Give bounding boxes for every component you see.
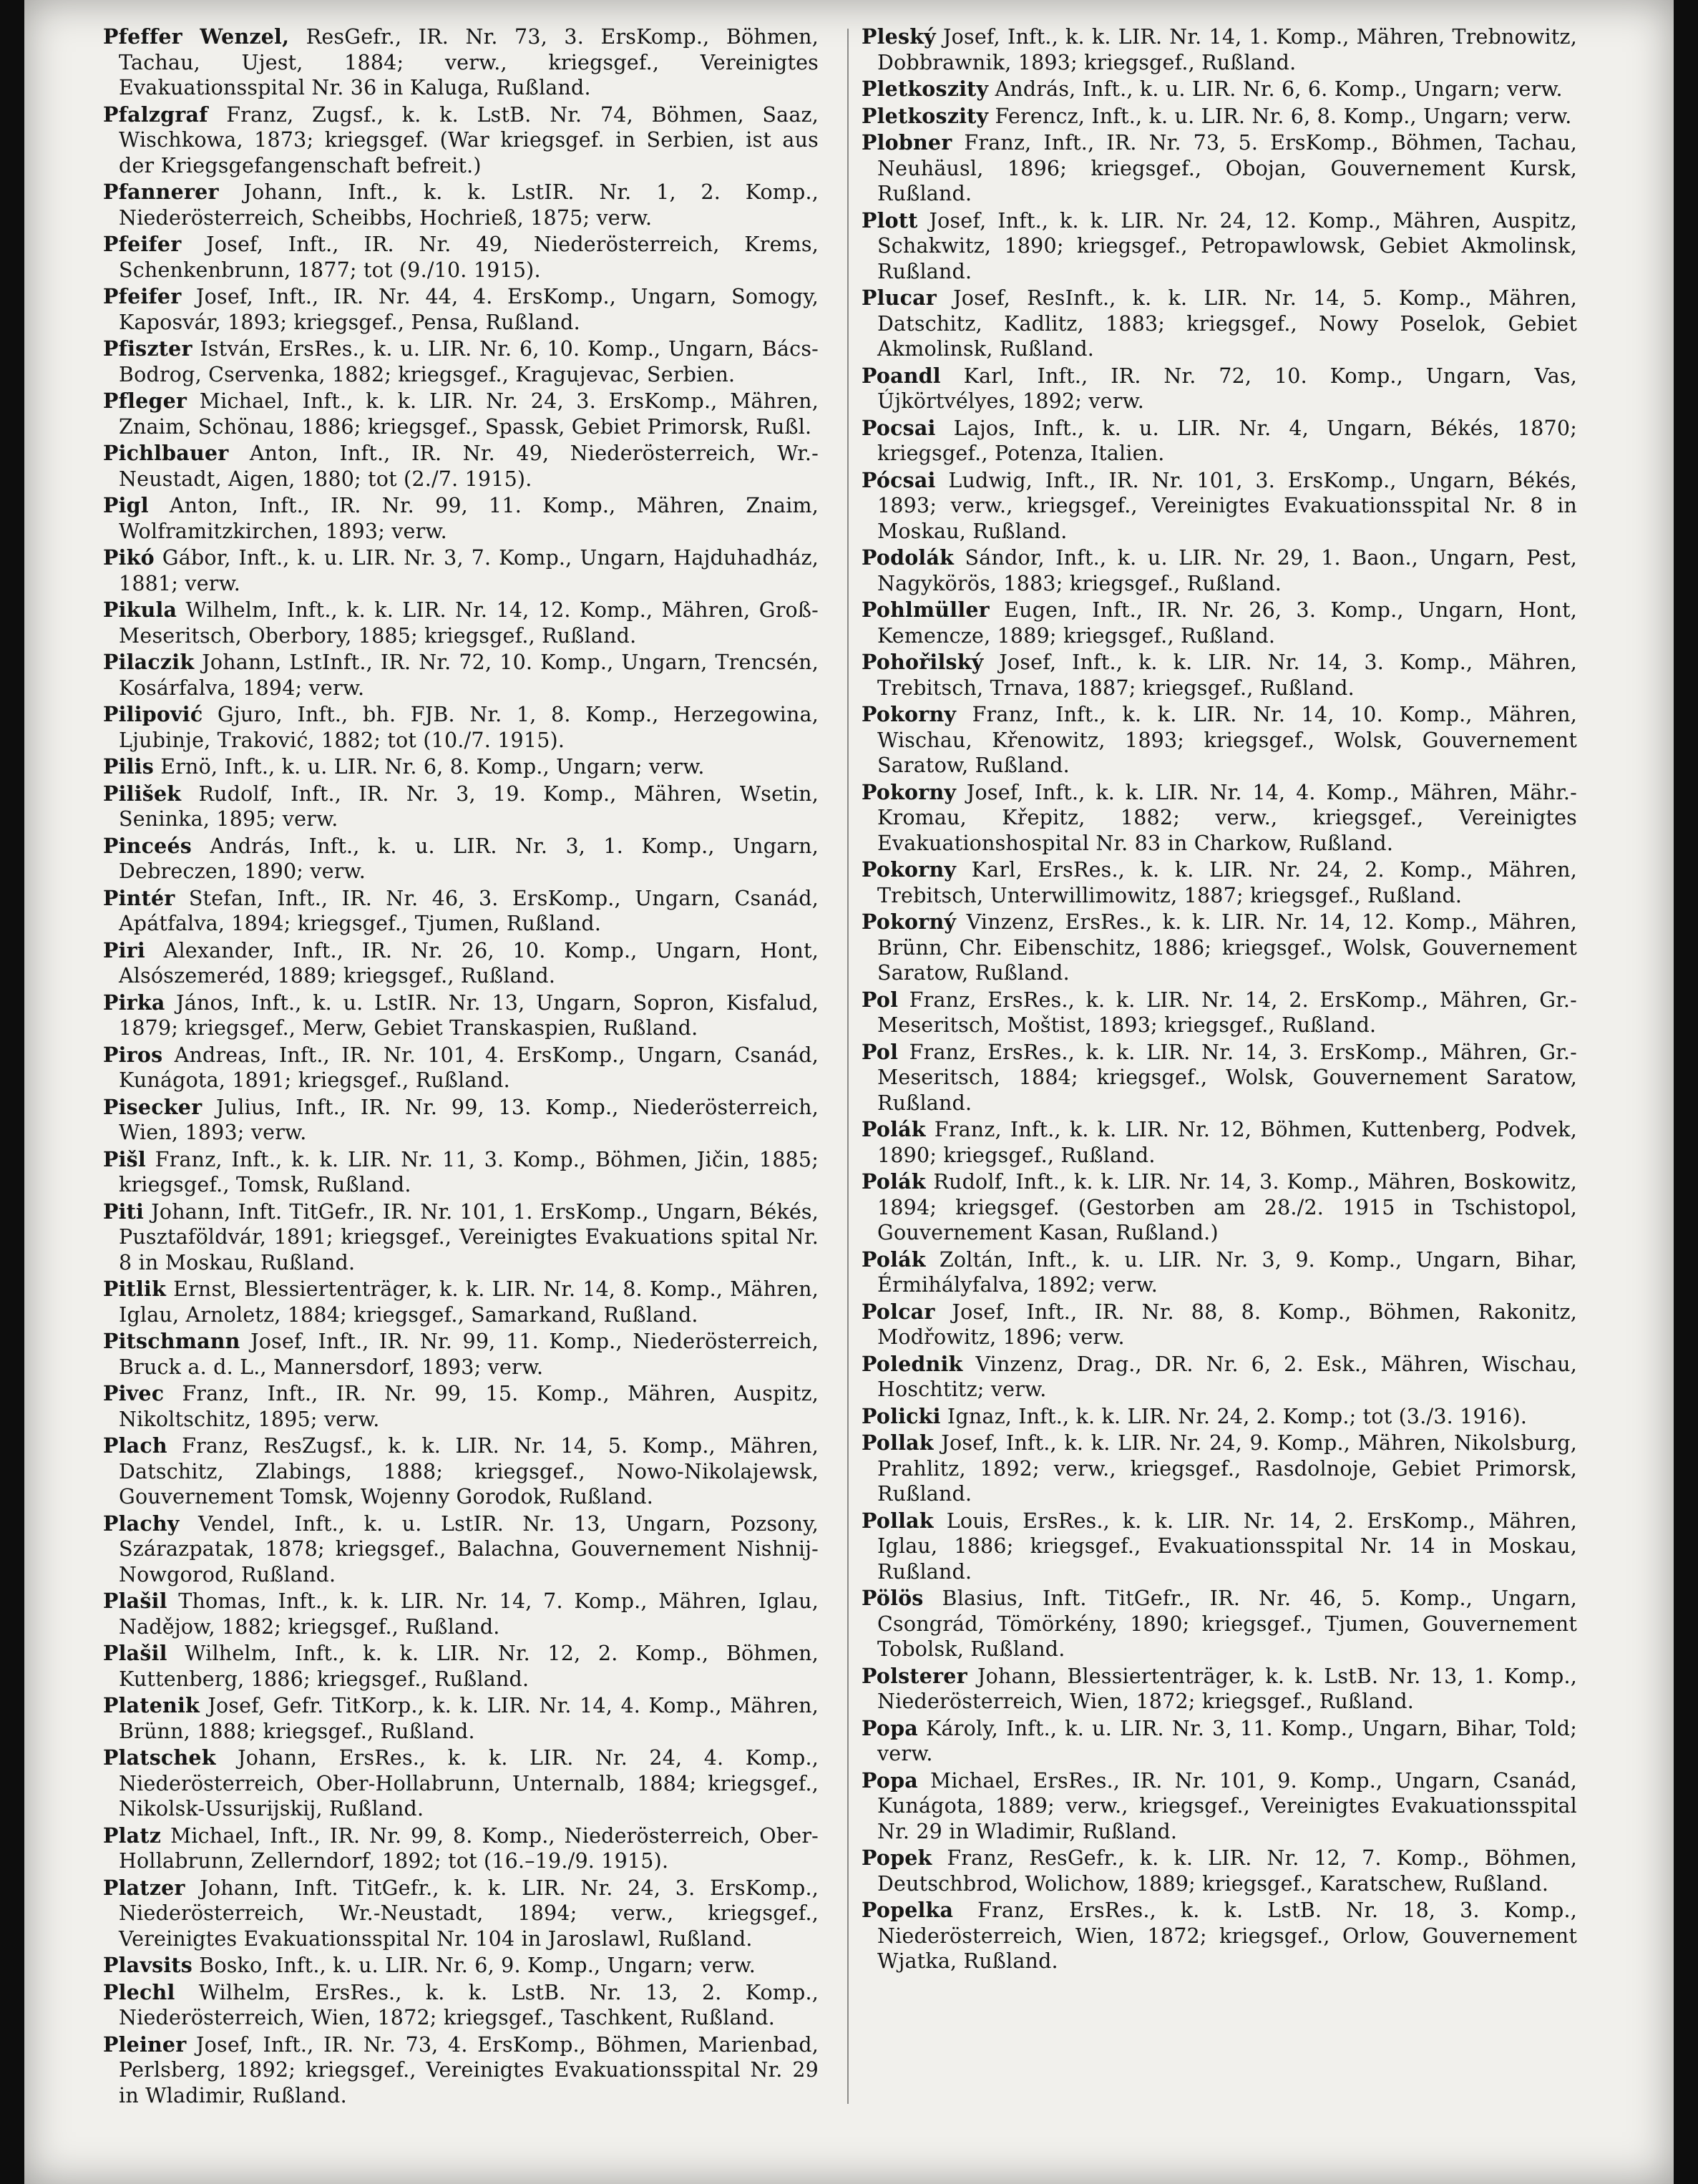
entry-surname: Pócsai <box>862 467 936 492</box>
list-entry <box>862 1768 1577 1845</box>
entry-details: Franz, ResGefr., k. k. LIR. Nr. 12, 7. Komp., Böhmen, Deutschbrod, Wolichow, 1889; kriegsgef., Karatschew, Rußland. <box>877 1846 1577 1896</box>
entry-details: Lajos, Inft., k. u. LIR. Nr. 4, Ungarn, Békés, 1870; kriegsgef., Potenza, Italien. <box>877 416 1577 465</box>
entry-details: Thomas, Inft., k. k. LIR. Nr. 14, 7. Komp., Mähren, Iglau, Nadějow, 1882; kriegsgef., Rußland. <box>119 1589 819 1639</box>
entry-surname: Plott <box>862 208 918 233</box>
list-entry <box>862 286 1577 362</box>
entry-surname: Pichlbauer <box>103 441 229 465</box>
entry-details: Gjuro, Inft., bh. FJB. Nr. 1, 8. Komp., Herzegowina, Ljubinje, Traković, 1882; tot (10./7. 1915). <box>119 703 819 752</box>
list-entry <box>862 208 1577 285</box>
entry-surname: Pitlik <box>103 1277 167 1301</box>
entry-details: Franz, Inft., IR. Nr. 99, 15. Komp., Mähren, Auspitz, Nikoltschitz, 1895; verw. <box>119 1382 819 1431</box>
list-entry <box>862 1664 1577 1715</box>
entry-details: Alexander, Inft., IR. Nr. 26, 10. Komp., Ungarn, Hont, Alsószemeréd, 1889; kriegsgef., Rußland. <box>119 938 819 988</box>
list-entry <box>103 702 819 753</box>
entry-surname: Polcar <box>862 1299 935 1324</box>
entry-details: Josef, Inft., IR. Nr. 99, 11. Komp., Niederösterreich, Bruck a. d. L., Mannersdorf, 1893; verw. <box>119 1330 819 1379</box>
list-entry <box>103 1043 819 1093</box>
entry-surname: Polák <box>862 1247 926 1272</box>
entry-details: Josef, Inft., k. k. LIR. Nr. 14, 4. Komp., Mähren, Mähr.-Kromau, Křepitz, 1882; verw., kriegsgef., Vereinigtes Evakuationshospital Nr. 83 in Charkow, Rußland. <box>877 780 1577 855</box>
entry-details: Franz, ErsRes., k. k. LIR. Nr. 14, 2. ErsKomp., Mähren, Gr.-Meseritsch, Moštist, 1893; kriegsgef., Rußland. <box>877 988 1577 1037</box>
entry-details: Franz, Inft., k. k. LIR. Nr. 11, 3. Komp., Böhmen, Jičin, 1885; kriegsgef., Tomsk, Rußland. <box>119 1147 819 1196</box>
entry-surname: Policki <box>862 1403 941 1428</box>
entry-details: Josef, ResInft., k. k. LIR. Nr. 14, 5. Komp., Mähren, Datschitz, Kadlitz, 1883; kriegsgef., Nowy Poselok, Gebiet Akmolinsk, Rußland. <box>877 286 1577 361</box>
entry-surname: Polednik <box>862 1351 963 1376</box>
list-entry <box>862 1586 1577 1662</box>
column-divider <box>847 29 849 2104</box>
list-entry <box>862 910 1577 986</box>
list-entry <box>103 180 819 230</box>
entry-details: Gábor, Inft., k. u. LIR. Nr. 3, 7. Komp., Ungarn, Hajduhadház, 1881; verw. <box>119 546 819 595</box>
entry-surname: Pleiner <box>103 2032 187 2057</box>
list-entry <box>862 1508 1577 1585</box>
entry-surname: Pollak <box>862 1430 934 1455</box>
list-entry <box>862 1846 1577 1896</box>
entry-surname: Pfiszter <box>103 336 192 361</box>
entry-surname: Pfalzgraf <box>103 102 208 127</box>
entry-surname: Pocsai <box>862 415 936 440</box>
entry-details: Louis, ErsRes., k. k. LIR. Nr. 14, 2. ErsKomp., Mähren, Iglau, 1886; kriegsgef., Evakuationsspital Nr. 14 in Moskau, Rußland. <box>877 1508 1577 1584</box>
entry-details: Vinzenz, Drag., DR. Nr. 6, 2. Esk., Mähren, Wischau, Hoschtitz; verw. <box>877 1352 1577 1401</box>
entry-surname: Pilis <box>103 754 154 779</box>
entry-surname: Pleský <box>862 24 936 49</box>
list-entry <box>103 938 819 989</box>
list-entry <box>103 493 819 544</box>
entry-details: Johann, Blessiertenträger, k. k. LstB. Nr. 13, 1. Komp., Niederösterreich, Wien, 1872; kriegsgef., Rußland. <box>877 1664 1577 1713</box>
entry-surname: Pfeifer <box>103 284 182 308</box>
entry-details: Josef, Inft., k. k. LIR. Nr. 24, 12. Komp., Mähren, Auspitz, Schakwitz, 1890; kriegsgef., Petropawlowsk, Gebiet Akmolinsk, Rußland. <box>877 208 1577 283</box>
entry-details: Wilhelm, ErsRes., k. k. LstB. Nr. 13, 2. Komp., Niederösterreich, Wien, 1872; kriegsgef., Taschkent, Rußland. <box>119 1980 819 2029</box>
list-entry <box>862 545 1577 596</box>
list-entry <box>862 702 1577 779</box>
list-entry <box>103 598 819 648</box>
entry-details: Julius, Inft., IR. Nr. 99, 13. Komp., Niederösterreich, Wien, 1893; verw. <box>119 1095 819 1144</box>
entry-surname: Pfleger <box>103 389 187 413</box>
list-entry <box>862 77 1577 102</box>
list-entry <box>103 1589 819 1639</box>
entry-details: Michael, ErsRes., IR. Nr. 101, 9. Komp., Ungarn, Csanád, Kunágota, 1889; verw., kriegsgef., Vereinigtes Evakuationsspital Nr. 29 in Wladimir, Rußland. <box>877 1768 1577 1843</box>
list-entry <box>103 754 819 780</box>
entry-surname: Pigl <box>103 493 149 517</box>
entry-details: Zoltán, Inft., k. u. LIR. Nr. 3, 9. Komp., Ungarn, Bihar, Érmihályfalva, 1892; verw. <box>877 1247 1577 1297</box>
entry-details: Franz, ResZugsf., k. k. LIR. Nr. 14, 5. Komp., Mähren, Datschitz, Zlabings, 1888; kriegsgef., Nowo-Nikolajewsk, Gouvernement Tomsk, Wojenny Gorodok, Rußland. <box>119 1434 819 1508</box>
entry-details: Josef, Inft., k. k. LIR. Nr. 14, 1. Komp., Mähren, Trebnowitz, Dobbrawnik, 1893; kriegsgef., Rußland. <box>877 25 1577 74</box>
list-entry <box>103 781 819 832</box>
list-entry <box>103 389 819 439</box>
list-entry <box>862 1300 1577 1350</box>
entry-details: Wilhelm, Inft., k. k. LIR. Nr. 12, 2. Komp., Böhmen, Kuttenberg, 1886; kriegsgef., Rußland. <box>119 1642 819 1691</box>
entry-details: Josef, Inft., IR. Nr. 88, 8. Komp., Böhmen, Rakonitz, Modřowitz, 1896; verw. <box>877 1300 1577 1349</box>
list-entry <box>862 364 1577 414</box>
entry-details: Stefan, Inft., IR. Nr. 46, 3. ErsKomp., Ungarn, Csanád, Apátfalva, 1894; kriegsgef., Tjumen, Rußland. <box>119 886 819 935</box>
entry-surname: Pokorny <box>862 779 957 804</box>
list-entry <box>103 650 819 701</box>
entry-surname: Pokorny <box>862 702 957 726</box>
entry-surname: Pišl <box>103 1146 146 1171</box>
list-entry <box>862 1117 1577 1168</box>
entry-surname: Poandl <box>862 363 941 388</box>
list-entry <box>862 1040 1577 1116</box>
entry-surname: Pilaczik <box>103 650 195 674</box>
list-entry <box>103 232 819 283</box>
list-entry <box>862 130 1577 207</box>
entry-surname: Pollak <box>862 1508 934 1533</box>
entry-details: Franz, Inft., IR. Nr. 73, 5. ErsKomp., Böhmen, Tachau, Neuhäusl, 1896; kriegsgef., Obojan, Gouvernement Kursk, Rußland. <box>877 131 1577 205</box>
list-entry <box>862 1247 1577 1298</box>
entry-surname: Pintér <box>103 885 175 910</box>
entry-details: István, ErsRes., k. u. LIR. Nr. 6, 10. Komp., Ungarn, Bács-Bodrog, Cservenka, 1882; kriegsgef., Kragujevac, Serbien. <box>119 337 819 386</box>
entry-surname: Pletkoszity <box>862 103 989 128</box>
list-entry <box>862 416 1577 467</box>
entry-details: Vinzenz, ErsRes., k. k. LIR. Nr. 14, 12. Komp., Mähren, Brünn, Chr. Eibenschitz, 1886; kriegsgef., Wolsk, Gouvernement Saratow, Rußland. <box>877 910 1577 985</box>
entry-details: Károly, Inft., k. u. LIR. Nr. 3, 11. Komp., Ungarn, Bihar, Told; verw. <box>877 1716 1577 1765</box>
entry-details: Johann, LstInft., IR. Nr. 72, 10. Komp., Ungarn, Trencsén, Kosárfalva, 1894; verw. <box>119 650 819 700</box>
entry-details: Michael, Inft., k. k. LIR. Nr. 24, 3. ErsKomp., Mähren, Znaim, Schönau, 1886; kriegsgef., Spassk, Gebiet Primorsk, Rußl. <box>119 389 819 439</box>
entry-surname: Pilišek <box>103 781 182 806</box>
list-entry <box>103 1433 819 1510</box>
entry-surname: Platzer <box>103 1875 185 1900</box>
list-entry <box>862 1716 1577 1767</box>
list-entry <box>862 650 1577 701</box>
list-entry <box>103 1823 819 1874</box>
list-entry <box>862 1430 1577 1507</box>
list-entry <box>862 1898 1577 1974</box>
entry-surname: Piros <box>103 1042 163 1067</box>
entry-surname: Pol <box>862 987 899 1012</box>
entry-surname: Pölös <box>862 1586 924 1610</box>
entry-details: Johann, Inft. TitGefr., k. k. LIR. Nr. 24, 3. ErsKomp., Niederösterreich, Wr.-Neustadt, 1894; verw., kriegsgef., Vereinigtes Evakuationsspital Nr. 104 in Jaroslawl, Rußland. <box>119 1876 819 1951</box>
list-entry <box>862 1352 1577 1403</box>
entry-surname: Plucar <box>862 286 937 310</box>
list-entry <box>103 24 819 101</box>
entry-details: Ernst, Blessiertenträger, k. k. LIR. Nr. 14, 8. Komp., Mähren, Iglau, Arnoletz, 1884; kriegsgef., Samarkand, Rußland. <box>119 1277 819 1327</box>
entry-details: Andreas, Inft., IR. Nr. 101, 4. ErsKomp., Ungarn, Csanád, Kunágota, 1891; kriegsgef., Rußland. <box>119 1043 819 1092</box>
list-entry <box>103 2032 819 2109</box>
list-entry <box>862 1169 1577 1246</box>
list-entry <box>103 1095 819 1146</box>
list-entry <box>103 1641 819 1692</box>
entry-details: András, Inft., k. u. LIR. Nr. 3, 1. Komp., Ungarn, Debreczen, 1890; verw. <box>119 834 819 883</box>
entry-details: Rudolf, Inft., IR. Nr. 3, 19. Komp., Mähren, Wsetin, Seninka, 1895; verw. <box>119 781 819 831</box>
list-entry <box>103 1876 819 1952</box>
entry-details: Franz, ErsRes., k. k. LIR. Nr. 14, 3. ErsKomp., Mähren, Gr.-Meseritsch, 1884; kriegsgef., Wolsk, Gouvernement Saratow, Rußland. <box>877 1040 1577 1115</box>
entry-surname: Pfeifer <box>103 232 182 256</box>
entry-details: Josef, Inft., IR. Nr. 49, Niederösterreich, Krems, Schenkenbrunn, 1877; tot (9./10. 1915). <box>119 233 819 282</box>
entry-details: Johann, ErsRes., k. k. LIR. Nr. 24, 4. Komp., Niederösterreich, Ober-Hollabrunn, Unternalb, 1884; kriegsgef., Nikolsk-Ussurijskij, Rußland. <box>119 1746 819 1820</box>
entry-surname: Platschek <box>103 1745 216 1770</box>
list-entry <box>862 468 1577 545</box>
entry-surname: Pohlmüller <box>862 598 990 622</box>
entry-surname: Pikula <box>103 598 177 622</box>
entry-details: Josef, Inft., IR. Nr. 73, 4. ErsKomp., Böhmen, Marienbad, Perlsberg, 1892; kriegsgef., Vereinigtes Evakuationsspital Nr. 29 in Wladimir, Rußland. <box>119 2032 819 2107</box>
entry-surname: Popek <box>862 1846 932 1870</box>
entry-surname: Piri <box>103 937 145 962</box>
entry-details: Johann, Inft., k. k. LstIR. Nr. 1, 2. Komp., Niederösterreich, Scheibbs, Hochrieß, 1875; verw. <box>119 180 819 230</box>
entry-details: Karl, Inft., IR. Nr. 72, 10. Komp., Ungarn, Vas, Újkörtvélyes, 1892; verw. <box>877 364 1577 413</box>
list-entry <box>103 1147 819 1198</box>
right-column <box>862 24 1577 1976</box>
list-entry <box>103 1693 819 1744</box>
entry-details: Wilhelm, Inft., k. k. LIR. Nr. 14, 12. Komp., Mähren, Groß-Meseritsch, Oberbory, 1885; kriegsgef., Rußland. <box>119 598 819 648</box>
entry-details: András, Inft., k. u. LIR. Nr. 6, 6. Komp., Ungarn; verw. <box>988 77 1563 101</box>
list-entry <box>103 990 819 1041</box>
entry-details: Michael, Inft., IR. Nr. 99, 8. Komp., Niederösterreich, Ober-Hollabrunn, Zellerndorf, 1892; tot (16.–19./9. 1915). <box>119 1823 819 1873</box>
left-column <box>103 24 819 2110</box>
list-entry <box>862 104 1577 130</box>
list-entry <box>103 441 819 492</box>
list-entry <box>103 1953 819 1979</box>
list-entry <box>103 336 819 387</box>
entry-details: Rudolf, Inft., k. k. LIR. Nr. 14, 3. Komp., Mähren, Boskowitz, 1894; kriegsgef. (Gestorben am 28./2. 1915 in Tschistopol, Gouvernement Kasan, Rußland.) <box>877 1170 1577 1244</box>
entry-details: Ludwig, Inft., IR. Nr. 101, 3. ErsKomp., Ungarn, Békés, 1893; verw., kriegsgef., Vereinigtes Evakuationsspital Nr. 8 in Moskau, Rußland. <box>877 468 1577 543</box>
entry-details: Franz, Inft., k. k. LIR. Nr. 12, Böhmen, Kuttenberg, Podvek, 1890; kriegsgef., Rußland. <box>877 1118 1577 1167</box>
entry-surname: Pohořilský <box>862 650 984 674</box>
list-entry <box>103 1199 819 1276</box>
entry-surname: Pilipović <box>103 702 203 726</box>
document-page <box>24 0 1674 2184</box>
entry-details: Ernö, Inft., k. u. LIR. Nr. 6, 8. Komp., Ungarn; verw. <box>153 755 705 779</box>
list-entry <box>103 1329 819 1380</box>
entry-surname: Plechl <box>103 1979 175 2004</box>
entry-surname: Pol <box>862 1039 899 1064</box>
entry-details: Josef, Inft., k. k. LIR. Nr. 14, 3. Komp., Mähren, Trebitsch, Trnava, 1887; kriegsgef., Rußland. <box>877 650 1577 700</box>
entry-details: Ignaz, Inft., k. k. LIR. Nr. 24, 2. Komp.; tot (3./3. 1916). <box>940 1404 1528 1428</box>
list-entry <box>103 102 819 179</box>
entry-details: Bosko, Inft., k. u. LIR. Nr. 6, 9. Komp., Ungarn; verw. <box>192 1954 756 1977</box>
entry-surname: Pfeffer Wenzel, <box>103 24 290 49</box>
entry-details: Josef, Gefr. TitKorp., k. k. LIR. Nr. 14, 4. Komp., Mähren, Brünn, 1888; kriegsgef., Rußland. <box>119 1694 819 1743</box>
list-entry <box>103 284 819 335</box>
list-entry <box>103 1381 819 1432</box>
entry-surname: Popa <box>862 1768 918 1793</box>
list-entry <box>862 988 1577 1038</box>
list-entry <box>862 24 1577 75</box>
entry-surname: Pisecker <box>103 1094 203 1119</box>
entry-details: ResGefr., IR. Nr. 73, 3. ErsKomp., Böhmen, Tachau, Ujest, 1884; verw., kriegsgef., Vereinigtes Evakuationsspital Nr. 36 in Kaluga, Rußland. <box>119 25 819 99</box>
entry-details: Josef, Inft., k. k. LIR. Nr. 24, 9. Komp., Mähren, Nikolsburg, Prahlitz, 1892; verw., kriegsgef., Rasdolnoje, Gebiet Primorsk, Rußland. <box>877 1431 1577 1506</box>
entry-surname: Plašil <box>103 1641 167 1665</box>
entry-details: Ferencz, Inft., k. u. LIR. Nr. 6, 8. Komp., Ungarn; verw. <box>988 104 1572 128</box>
entry-details: Eugen, Inft., IR. Nr. 26, 3. Komp., Ungarn, Hont, Kemencze, 1889; kriegsgef., Rußland. <box>877 598 1577 648</box>
entry-surname: Pokorny <box>862 857 957 882</box>
list-entry <box>103 545 819 596</box>
entry-surname: Polák <box>862 1169 926 1194</box>
entry-surname: Pfannerer <box>103 180 219 204</box>
entry-surname: Pletkoszity <box>862 77 989 101</box>
entry-details: János, Inft., k. u. LstIR. Nr. 13, Ungarn, Sopron, Kisfalud, 1879; kriegsgef., Merw, Gebiet Transkaspien, Rußland. <box>119 990 819 1040</box>
entry-surname: Polák <box>862 1117 926 1141</box>
entry-details: Anton, Inft., IR. Nr. 99, 11. Komp., Mähren, Znaim, Wolframitzkirchen, 1893; verw. <box>119 494 819 543</box>
entry-surname: Platenik <box>103 1693 200 1717</box>
list-entry <box>103 886 819 937</box>
entry-surname: Popa <box>862 1715 918 1740</box>
list-entry <box>103 1277 819 1327</box>
list-entry <box>862 780 1577 857</box>
entry-details: Franz, ErsRes., k. k. LstB. Nr. 18, 3. Komp., Niederösterreich, Wien, 1872; kriegsgef., Orlow, Gouvernement Wjatka, Rußland. <box>877 1898 1577 1973</box>
entry-details: Franz, Zugsf., k. k. LstB. Nr. 74, Böhmen, Saaz, Wischkowa, 1873; kriegsgef. (War kriegsgef. in Serbien, ist aus der Kriegsgefangenschaft befreit.) <box>119 102 819 177</box>
entry-details: Anton, Inft., IR. Nr. 49, Niederösterreich, Wr.-Neustadt, Aigen, 1880; tot (2./7. 1915). <box>119 442 819 491</box>
entry-details: Franz, Inft., k. k. LIR. Nr. 14, 10. Komp., Mähren, Wischau, Křenowitz, 1893; kriegsgef., Wolsk, Gouvernement Saratow, Rußland. <box>877 703 1577 777</box>
entry-details: Vendel, Inft., k. u. LstIR. Nr. 13, Ungarn, Pozsony, Szárazpatak, 1878; kriegsgef., Balachna, Gouvernement Nishnij-Nowgorod, Rußland. <box>119 1511 819 1586</box>
entry-details: Sándor, Inft., k. u. LIR. Nr. 29, 1. Baon., Ungarn, Pest, Nagykörös, 1883; kriegsgef., Rußland. <box>877 546 1577 595</box>
list-entry <box>103 1745 819 1822</box>
entry-surname: Piti <box>103 1199 145 1224</box>
list-entry <box>862 1404 1577 1430</box>
list-entry <box>103 834 819 884</box>
entry-surname: Polsterer <box>862 1663 967 1688</box>
entry-surname: Plavsits <box>103 1953 192 1977</box>
list-entry <box>862 857 1577 908</box>
entry-surname: Pivec <box>103 1381 165 1405</box>
entry-surname: Pirka <box>103 990 165 1015</box>
entry-surname: Plachy <box>103 1511 180 1536</box>
entry-surname: Pikó <box>103 545 155 570</box>
entry-details: Blasius, Inft. TitGefr., IR. Nr. 46, 5. Komp., Ungarn, Csongrád, Tömörkény, 1890; kriegsgef., Tjumen, Gouvernement Tobolsk, Rußland. <box>877 1586 1577 1661</box>
entry-surname: Pitschmann <box>103 1329 240 1353</box>
entry-details: Johann, Inft. TitGefr., IR. Nr. 101, 1. ErsKomp., Ungarn, Békés, Pusztaföldvár, 1891; kriegsgef., Vereinigtes Evakuations spital Nr. 8 in Moskau, Rußland. <box>119 1199 819 1274</box>
list-entry <box>862 598 1577 648</box>
entry-surname: Plobner <box>862 130 952 155</box>
entry-surname: Podolák <box>862 545 955 570</box>
entry-details: Josef, Inft., IR. Nr. 44, 4. ErsKomp., Ungarn, Somogy, Kaposvár, 1893; kriegsgef., Pensa, Rußland. <box>119 285 819 334</box>
entry-details: Karl, ErsRes., k. k. LIR. Nr. 24, 2. Komp., Mähren, Trebitsch, Unterwillimowitz, 1887; kriegsgef., Rußland. <box>877 858 1577 907</box>
list-entry <box>103 1511 819 1588</box>
entry-surname: Platz <box>103 1823 162 1848</box>
entry-surname: Pokorný <box>862 910 957 934</box>
entry-surname: Plach <box>103 1433 167 1458</box>
entry-surname: Plašil <box>103 1589 167 1613</box>
entry-surname: Pinceés <box>103 833 192 858</box>
list-entry <box>103 1980 819 2031</box>
entry-surname: Popelka <box>862 1898 954 1922</box>
